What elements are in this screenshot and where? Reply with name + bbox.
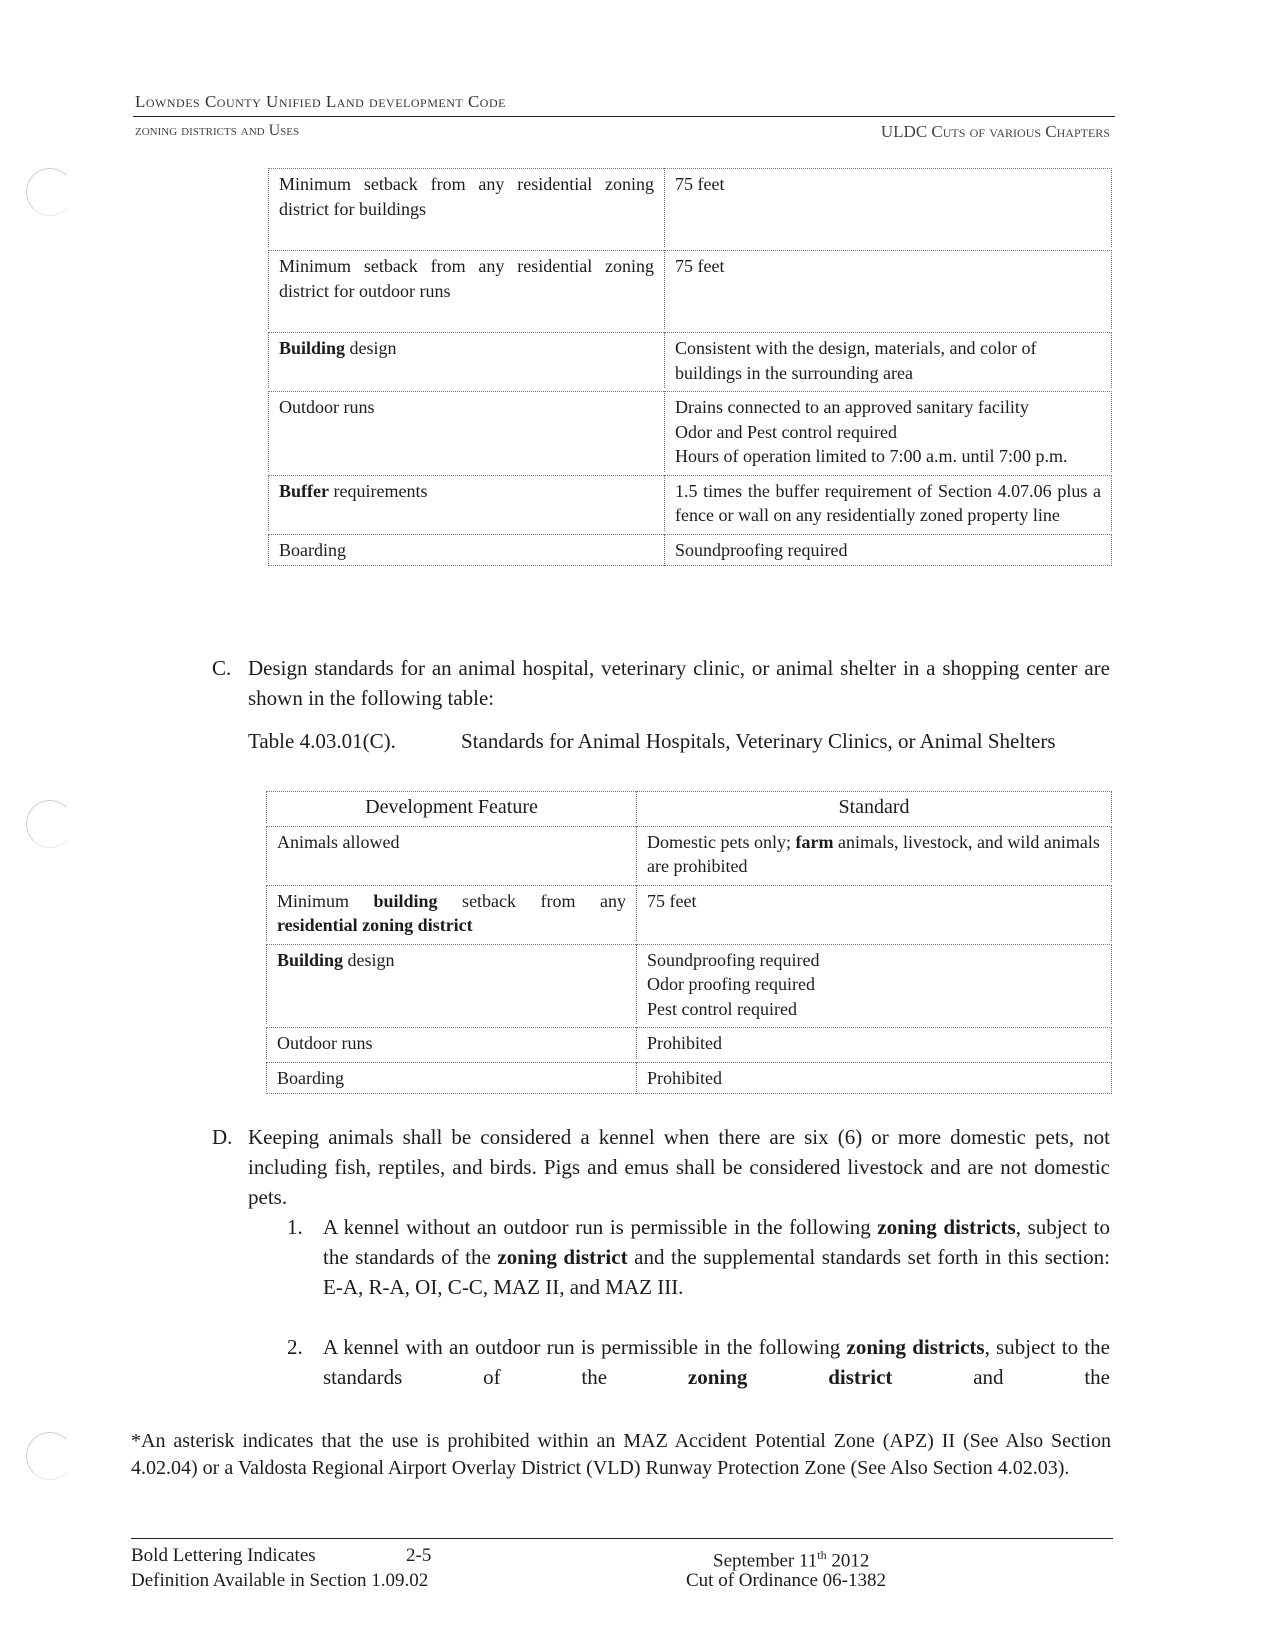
column-header: Development Feature: [266, 791, 636, 823]
asterisk-footnote: *An asterisk indicates that the use is prohibited within an MAZ Accident Potential Zone (APZ) II (See Also Section 4.02.04) or a Valdosta Regional Airport Overlay District (VLD) Runway Protection Zone (See Also Section 4.02.03).: [131, 1430, 1111, 1479]
punch-hole-mark: [26, 168, 74, 216]
footer-definition-note: Definition Available in Section 1.09.02: [131, 1570, 429, 1591]
table-row: [266, 885, 1112, 941]
section-d-item-2: 2. A kennel with an outdoor run is permissible in the following zoning districts, subject to the standards of the zoning district and the: [323, 1332, 1110, 1392]
feature-cell: Boarding: [268, 534, 664, 567]
table-row: [268, 250, 1112, 329]
feature-cell: Building design: [266, 944, 636, 1025]
standard-cell: Soundproofing required: [664, 534, 1112, 567]
feature-cell: Outdoor runs: [268, 391, 664, 472]
feature-cell: Buffer requirements: [268, 475, 664, 531]
feature-cell: Boarding: [266, 1062, 636, 1095]
table-caption: [248, 727, 1110, 755]
standard-cell: Prohibited: [636, 1062, 1112, 1095]
punch-hole-mark: [26, 1432, 74, 1480]
item-number: 1.: [287, 1215, 303, 1239]
standard-cell: Drains connected to an approved sanitary facility Odor and Pest control required Hours of operation limited to 7:00 a.m. until 7:00 p.m.: [664, 391, 1112, 472]
feature-cell: Animals allowed: [266, 826, 636, 882]
section-c-label: C.: [212, 656, 232, 680]
chapter-title: zoning districts and Uses: [135, 122, 300, 139]
standard-cell: Domestic pets only; farm animals, livestock, and wild animals are prohibited: [636, 826, 1112, 882]
feature-cell: Minimum setback from any residential zoning district for buildings: [268, 168, 664, 247]
table-header-row: [266, 791, 1112, 823]
standard-cell: 1.5 times the buffer requirement of Section 4.07.06 plus a fence or wall on any residentially zoned property line: [664, 475, 1112, 531]
table-row: [266, 944, 1112, 1025]
header-divider: [133, 116, 1115, 117]
kennel-standards-table: [268, 165, 1112, 569]
footer-date: September 11th 2012: [713, 1548, 870, 1572]
item-number: 2.: [287, 1335, 303, 1359]
page-number: 2-5: [406, 1545, 432, 1566]
section-d-label: D.: [212, 1125, 233, 1149]
column-header: Standard: [636, 791, 1112, 823]
animal-hospital-standards-table: [266, 788, 1112, 1097]
footer-divider: [131, 1538, 1113, 1539]
table-row: [268, 168, 1112, 247]
feature-cell: Minimum building setback from any residential zoning district: [266, 885, 636, 941]
standard-cell: 75 feet: [664, 168, 1112, 247]
standard-cell: Soundproofing required Odor proofing required Pest control required: [636, 944, 1112, 1025]
table-row: [266, 1027, 1112, 1059]
table-row: [266, 826, 1112, 882]
standard-cell: 75 feet: [664, 250, 1112, 329]
section-c-paragraph: [212, 653, 1110, 713]
section-d-text: Keeping animals shall be considered a kennel when there are six (6) or more domestic pets, not including fish, reptiles, and birds. Pigs and emus shall be considered livestock and are not domestic pets.: [248, 1125, 1110, 1209]
standard-cell: Prohibited: [636, 1027, 1112, 1059]
document-title: Lowndes County Unified Land development Code: [135, 92, 506, 111]
table-row: [266, 1062, 1112, 1095]
table-row: [268, 534, 1112, 567]
section-d-item-1: 1. A kennel without an outdoor run is permissible in the following zoning districts, subject to the standards of the zoning district and the supplemental standards set forth in this section: E-A, R-A, OI, C-C, MAZ II, and MAZ III.: [323, 1212, 1110, 1302]
punch-hole-mark: [26, 800, 74, 848]
table-row: [268, 475, 1112, 531]
section-d-paragraph: [212, 1122, 1110, 1212]
feature-cell: Minimum setback from any residential zoning district for outdoor runs: [268, 250, 664, 329]
footer-bold-note: Bold Lettering Indicates: [131, 1545, 316, 1566]
table-title: Standards for Animal Hospitals, Veterinary Clinics, or Animal Shelters: [461, 729, 1056, 753]
section-c-text: Design standards for an animal hospital, veterinary clinic, or animal shelter in a shopping center are shown in the following table:: [248, 656, 1110, 710]
footer-ordinance: Cut of Ordinance 06-1382: [686, 1570, 886, 1591]
standard-cell: Consistent with the design, materials, and color of buildings in the surrounding area: [664, 332, 1112, 388]
feature-cell: Building design: [268, 332, 664, 388]
table-number: Table 4.03.01(C).: [248, 729, 396, 753]
standard-cell: 75 feet: [636, 885, 1112, 941]
feature-cell: Outdoor runs: [266, 1027, 636, 1059]
table-row: [268, 391, 1112, 472]
table-row: [268, 332, 1112, 388]
section-title: ULDC Cuts of various Chapters: [880, 122, 1110, 141]
